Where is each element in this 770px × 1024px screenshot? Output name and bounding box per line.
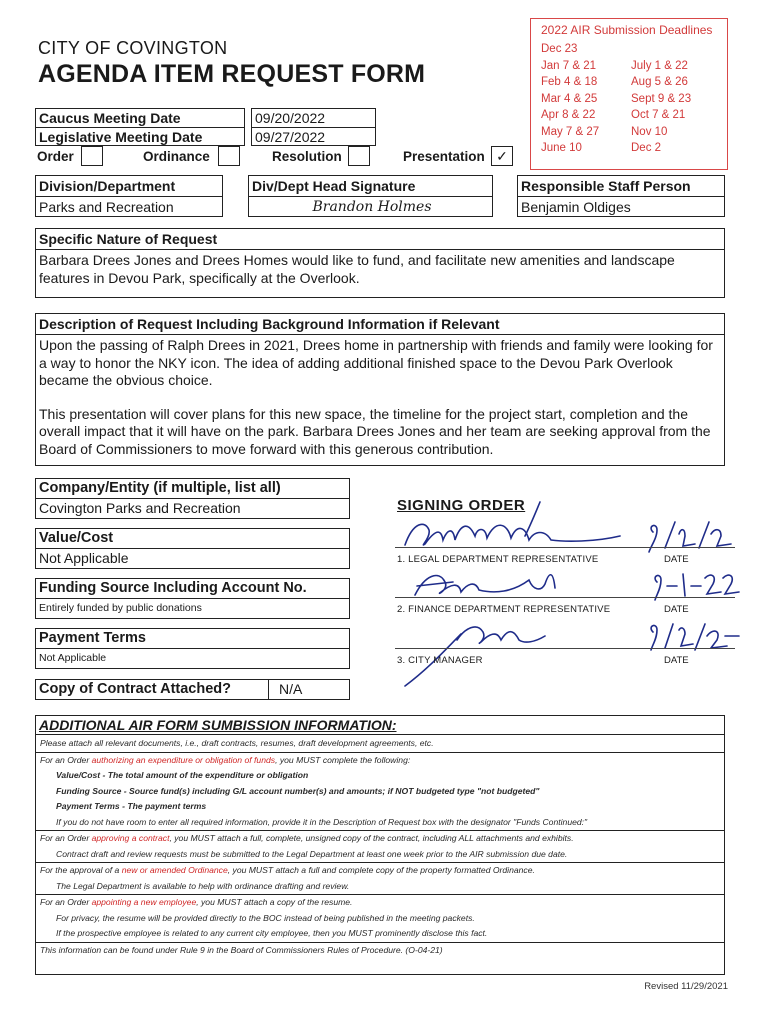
date-label: DATE — [664, 554, 689, 565]
division-label: Division/Department — [36, 176, 222, 197]
description-paragraph-1[interactable]: Upon the passing of Ralph Drees in 2021, Drees home in partnership with friends and family were looking for a way to honor the NKY icon. The idea of adding additional finished space to the Devou Park Overlook became the obvious choice. — [39, 337, 713, 388]
attach-note: Please attach all relevant documents, i.e., draft contracts, resumes, draft development agreements, etc. — [40, 738, 434, 748]
specific-nature-text[interactable]: Barbara Drees Jones and Drees Homes would like to fund, and facilitate new amenities and landscape features in Devou Park, specifically at the Overlook. — [39, 252, 675, 286]
additional-info-title: ADDITIONAL AIR FORM SUMBISSION INFORMATION: — [36, 716, 724, 735]
manager-signer-label: 3. CITY MANAGER — [397, 655, 483, 666]
finance-signature — [415, 575, 555, 595]
date-label: DATE — [664, 655, 689, 666]
note-text: For an Order — [40, 833, 92, 843]
deadline-date — [631, 41, 721, 58]
description-label: Description of Request Including Background Information if Relevant — [36, 314, 724, 335]
deadline-date: June 10 — [541, 142, 582, 154]
legislative-label: Legislative Meeting Date — [36, 127, 244, 145]
expenditure-item: Value/Cost - The total amount of the expenditure or obligation — [56, 770, 309, 780]
note-text: For the approval of a — [40, 865, 122, 875]
company-label: Company/Entity (if multiple, list all) — [36, 479, 349, 499]
caucus-label: Caucus Meeting Date — [39, 110, 181, 126]
payment-field[interactable]: Not Applicable — [39, 652, 107, 664]
deadline-date: Feb 4 & 18 — [541, 76, 598, 88]
signature-line-1 — [395, 547, 735, 548]
meeting-labels — [35, 108, 245, 146]
note-text: , you MUST complete the following: — [275, 754, 411, 765]
payment-box — [35, 628, 350, 669]
revision-date: Revised 11/29/2021 — [644, 981, 728, 992]
value-cost-field[interactable]: Not Applicable — [39, 550, 129, 566]
description-box — [35, 313, 725, 466]
deadline-date: Dec 2 — [631, 142, 662, 154]
presentation-label: Presentation — [403, 149, 485, 164]
contract-box — [35, 679, 350, 700]
deadline-date: May 7 & 27 — [541, 125, 600, 138]
staff-label: Responsible Staff Person — [518, 176, 724, 197]
deadline-date: Nov 10 — [631, 125, 668, 138]
deadlines-column-2 — [631, 41, 721, 157]
resolution-label: Resolution — [272, 149, 342, 164]
note-highlight: authorizing an expenditure or obligation of funds — [91, 754, 276, 765]
note-text: , you MUST attach a copy of the resume. — [196, 897, 353, 907]
deadline-date: Sept 9 & 23 — [631, 92, 692, 105]
specific-nature-label: Specific Nature of Request — [36, 229, 724, 250]
specific-nature-box — [35, 228, 725, 298]
deadlines-column-1 — [541, 41, 631, 157]
company-field[interactable]: Covington Parks and Recreation — [39, 500, 241, 516]
value-cost-box — [35, 528, 350, 569]
deadlines-box — [530, 18, 728, 170]
legal-signature — [405, 502, 620, 545]
form-title: AGENDA ITEM REQUEST FORM — [38, 60, 426, 88]
contract-note — [36, 831, 724, 847]
employee-note-detail: If the prospective employee is related to any current city employee, then you MUST prominently disclose this fact. — [56, 928, 488, 938]
deadline-date: Mar 4 & 25 — [541, 92, 598, 105]
funding-box — [35, 578, 350, 619]
funding-label: Funding Source Including Account No. — [36, 579, 349, 599]
deadline-date: Jan 7 & 21 — [541, 59, 596, 72]
order-checkbox[interactable] — [81, 146, 103, 166]
note-highlight: new or amended Ordinance — [121, 865, 228, 875]
head-signature-field[interactable]: Brandon Holmes — [312, 199, 432, 215]
expenditure-note — [36, 753, 724, 769]
value-cost-label: Value/Cost — [36, 529, 349, 549]
expenditure-item: If you do not have room to enter all required information, provide it in the Description of Request box with the designator "Funds Continued:" — [56, 816, 588, 827]
additional-info-box — [35, 715, 725, 975]
description-paragraph-2[interactable]: This presentation will cover plans for this new space, the timeline for the project start, completion and the overall impact that it will have on the park. Barbara Drees Jones and her team are seeking approval from the Board of Commissioners to move forward with this generous contribution. — [39, 405, 711, 457]
date-label: DATE — [664, 604, 689, 615]
meeting-dates — [251, 108, 376, 146]
finance-signer-label: 2. FINANCE DEPARTMENT REPRESENTATIVE — [397, 604, 611, 615]
funding-field[interactable]: Entirely funded by public donations — [39, 602, 202, 614]
company-box — [35, 478, 350, 519]
ordinance-note — [36, 863, 724, 879]
note-text: , you MUST attach a full, complete, unsigned copy of the contract, including ALL attachments and exhibits. — [169, 833, 574, 843]
presentation-checkbox[interactable]: ✓ — [491, 146, 513, 166]
staff-box — [517, 175, 725, 217]
city-name: CITY OF COVINGTON — [38, 38, 228, 58]
deadlines-title: 2022 AIR Submission Deadlines — [541, 23, 713, 37]
head-signature-box — [248, 175, 493, 217]
signing-order-title: SIGNING ORDER — [397, 497, 526, 514]
rules-footer: This information can be found under Rule 9 in the Board of Commissioners Rules of Procedure. (O-04-21) — [40, 944, 443, 955]
legal-signer-label: 1. LEGAL DEPARTMENT REPRESENTATIVE — [397, 554, 599, 565]
staff-field[interactable]: Benjamin Oldiges — [521, 199, 631, 215]
employee-note-detail: For privacy, the resume will be provided directly to the BOC instead of being published in the meeting packets. — [56, 912, 475, 923]
caucus-date-field[interactable]: 09/20/2022 — [255, 110, 326, 126]
ordinance-label: Ordinance — [143, 149, 210, 164]
contract-note-detail: Contract draft and review requests must be submitted to the Legal Department at least one week prior to the AIR submission due date. — [56, 848, 568, 859]
legislative-date-field[interactable]: 09/27/2022 — [252, 127, 375, 145]
contract-label: Copy of Contract Attached? — [36, 680, 269, 699]
expenditure-item: Funding Source - Source fund(s) including G/L account number(s) and amounts; if NOT budgeted type "not budgeted" — [56, 785, 540, 796]
employee-note — [36, 895, 724, 911]
note-text: For an Order — [40, 897, 92, 907]
expenditure-item: Payment Terms - The payment terms — [56, 801, 207, 811]
deadline-date: Aug 5 & 26 — [631, 76, 688, 88]
note-highlight: approving a contract — [91, 833, 170, 843]
division-field[interactable]: Parks and Recreation — [39, 199, 174, 215]
note-highlight: appointing a new employee — [91, 897, 197, 907]
note-text: For an Order — [40, 754, 92, 765]
deadline-date: July 1 & 22 — [631, 59, 688, 72]
signature-line-2 — [395, 597, 735, 598]
ordinance-note-detail: The Legal Department is available to help with ordinance drafting and review. — [56, 880, 350, 891]
head-signature-label: Div/Dept Head Signature — [249, 176, 492, 197]
payment-label: Payment Terms — [36, 629, 349, 649]
deadline-date: Apr 8 & 22 — [541, 109, 596, 121]
handwritten-dates — [649, 522, 739, 650]
order-label: Order — [37, 149, 74, 164]
division-box — [35, 175, 223, 217]
note-text: , you MUST attach a full and complete copy of the property formatted Ordinance. — [227, 865, 535, 875]
ordinance-checkbox[interactable] — [218, 146, 240, 166]
signature-line-3 — [395, 648, 735, 649]
resolution-checkbox[interactable] — [348, 146, 370, 166]
deadline-date: Dec 23 — [541, 43, 578, 55]
deadline-date: Oct 7 & 21 — [631, 109, 686, 121]
contract-field[interactable]: N/A — [279, 681, 303, 697]
